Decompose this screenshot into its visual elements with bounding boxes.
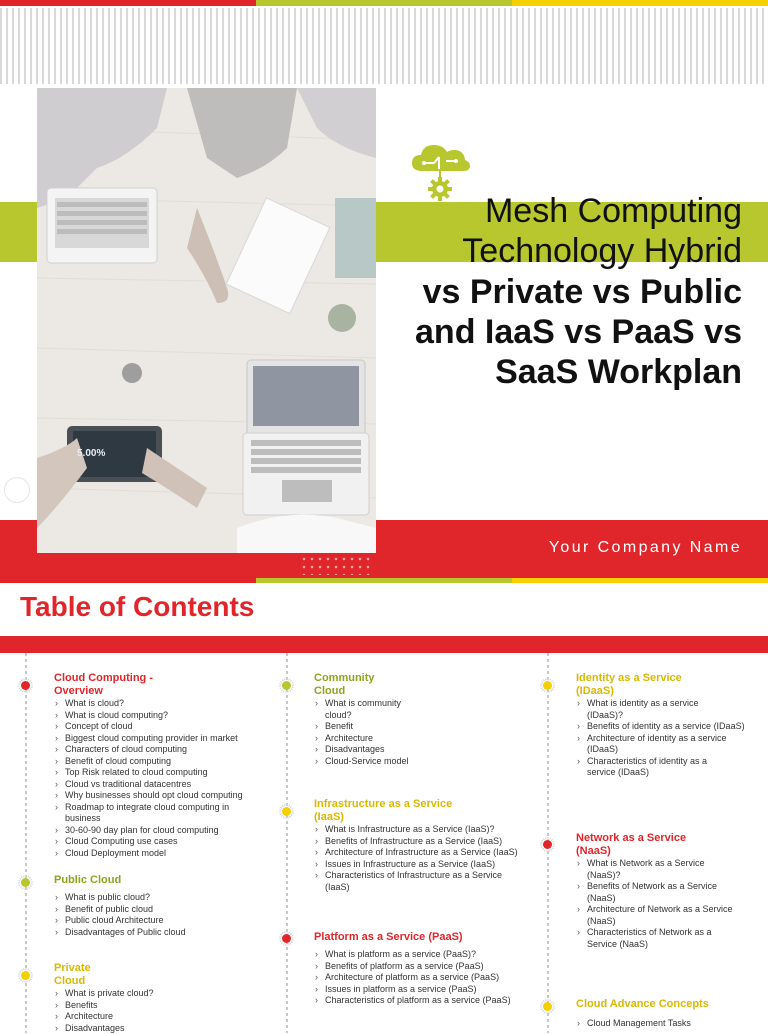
list-item: › What is Infrastructure as a Service (IaaS)? (314, 824, 534, 836)
section-heading: Public Cloud (54, 874, 264, 887)
section-heading: Platform as a Service (PaaS) (314, 931, 539, 944)
list-item: › What is cloud? (54, 698, 264, 710)
section-heading: Private Cloud (54, 962, 102, 988)
section-items (314, 824, 534, 893)
list-item: › Issues in platform as a service (PaaS) (314, 984, 539, 996)
cover-title-line-1: Mesh Computing (402, 191, 742, 231)
timeline-node (21, 681, 30, 690)
cover-title-light (402, 191, 742, 271)
company-name: Your Company Name (549, 539, 742, 557)
list-item: › Cloud Computing use cases (54, 836, 264, 848)
list-item: › What is public cloud? (54, 892, 264, 904)
toc-section (54, 672, 264, 859)
list-item: › Disadvantages (54, 1023, 264, 1034)
section-heading: Cloud Computing - Overview (54, 672, 174, 698)
section-heading: Network as a Service (NaaS) (576, 832, 711, 858)
list-item: › What is cloud computing? (54, 710, 264, 722)
section-items (576, 858, 751, 950)
list-item: › Top Risk related to cloud computing (54, 767, 264, 779)
list-item: › Architecture of Infrastructure as a Service (IaaS) (314, 847, 534, 859)
list-item: › Architecture of identity as a service (IDaaS) (576, 733, 746, 756)
list-item: › Disadvantages of Public cloud (54, 927, 264, 939)
timeline-node (543, 681, 552, 690)
tablet-percentage: 5.00% (77, 448, 105, 459)
toc-section (314, 931, 539, 1007)
list-item: › Architecture of platform as a service (PaaS) (314, 972, 539, 984)
list-item: › Benefit of public cloud (54, 904, 264, 916)
timeline-node (282, 681, 291, 690)
list-item: › Architecture (314, 733, 424, 745)
list-item: › What is platform as a service (PaaS)? (314, 949, 539, 961)
list-item: › Characters of cloud computing (54, 744, 264, 756)
timeline-node (21, 971, 30, 980)
dot-grid-decoration (300, 555, 370, 575)
section-items (54, 892, 264, 938)
list-item: › Cloud vs traditional datacentres (54, 779, 264, 791)
section-items (314, 698, 424, 767)
list-item: › Characteristics of Infrastructure as a Service (IaaS) (314, 870, 519, 893)
striped-header-band (0, 8, 768, 84)
section-items (314, 949, 539, 1007)
toc-title: Table of Contents (20, 591, 254, 623)
section-heading: Community Cloud (314, 672, 386, 698)
list-item: › Benefits of platform as a service (PaaS) (314, 961, 539, 973)
list-item: › Roadmap to integrate cloud computing in business (54, 802, 254, 825)
cover-title-bold: vs Private vs Public and IaaS vs PaaS vs SaaS Workplan (382, 272, 742, 392)
section-items (576, 1018, 756, 1030)
timeline-node (543, 1002, 552, 1011)
toc-section (54, 962, 264, 1034)
list-item: › Cloud Management Tasks (576, 1018, 756, 1030)
top-strip-red (0, 0, 256, 6)
list-item: › Biggest cloud computing provider in market (54, 733, 264, 745)
toc-section (54, 874, 264, 938)
list-item: › Characteristics of platform as a service (PaaS) (314, 995, 539, 1007)
list-item: › Benefits of Infrastructure as a Service (IaaS) (314, 836, 534, 848)
section-heading: Infrastructure as a Service (IaaS) (314, 798, 479, 824)
section-heading: Identity as a Service (IDaaS) (576, 672, 706, 698)
list-item: › Benefit of cloud computing (54, 756, 264, 768)
section-items (54, 698, 264, 859)
list-item: › Cloud Deployment model (54, 848, 264, 860)
timeline-node (543, 840, 552, 849)
cover-title-line-2: Technology Hybrid (402, 231, 742, 271)
timeline-node (21, 878, 30, 887)
list-item: › Public cloud Architecture (54, 915, 264, 927)
list-item: › Benefit (314, 721, 424, 733)
list-item: › Characteristics of identity as a service (IDaaS) (576, 756, 716, 779)
list-item: › Architecture (54, 1011, 264, 1023)
toc-section (314, 798, 539, 893)
toc-section (576, 672, 756, 779)
list-item: › Architecture of Network as a Service (NaaS) (576, 904, 751, 927)
list-item: › Concept of cloud (54, 721, 264, 733)
toc-section (314, 672, 529, 767)
timeline-line-2 (286, 653, 288, 1033)
section-items (54, 988, 264, 1034)
section-items (576, 698, 746, 779)
list-item: › Benefits of identity as a service (IDaaS) (576, 721, 746, 733)
list-item: › Disadvantages (314, 744, 424, 756)
toc-slide (0, 583, 768, 1024)
top-strip-yellow (512, 0, 768, 6)
list-item: › What is Network as a Service (NaaS)? (576, 858, 716, 881)
slide-marker-icon (4, 477, 30, 503)
list-item: › 30-60-90 day plan for cloud computing (54, 825, 264, 837)
toc-red-bar (0, 636, 768, 653)
list-item: › Benefits (54, 1000, 264, 1012)
list-item: › Characteristics of Network as a Service (NaaS) (576, 927, 736, 950)
timeline-node (282, 807, 291, 816)
list-item: › What is identity as a service (IDaaS)? (576, 698, 716, 721)
toc-section (576, 832, 756, 950)
list-item: › Issues in Infrastructure as a Service (IaaS) (314, 859, 534, 871)
list-item: › Why businesses should opt cloud computing (54, 790, 264, 802)
timeline-node (282, 934, 291, 943)
toc-section (576, 998, 756, 1030)
top-strip-green (256, 0, 512, 6)
list-item: › Benefits of Network as a Service (NaaS) (576, 881, 736, 904)
list-item: › What is community cloud? (314, 698, 424, 721)
list-item: › Cloud-Service model (314, 756, 424, 768)
section-heading: Cloud Advance Concepts (576, 998, 756, 1011)
list-item: › What is private cloud? (54, 988, 264, 1000)
cover-photo (37, 88, 376, 553)
